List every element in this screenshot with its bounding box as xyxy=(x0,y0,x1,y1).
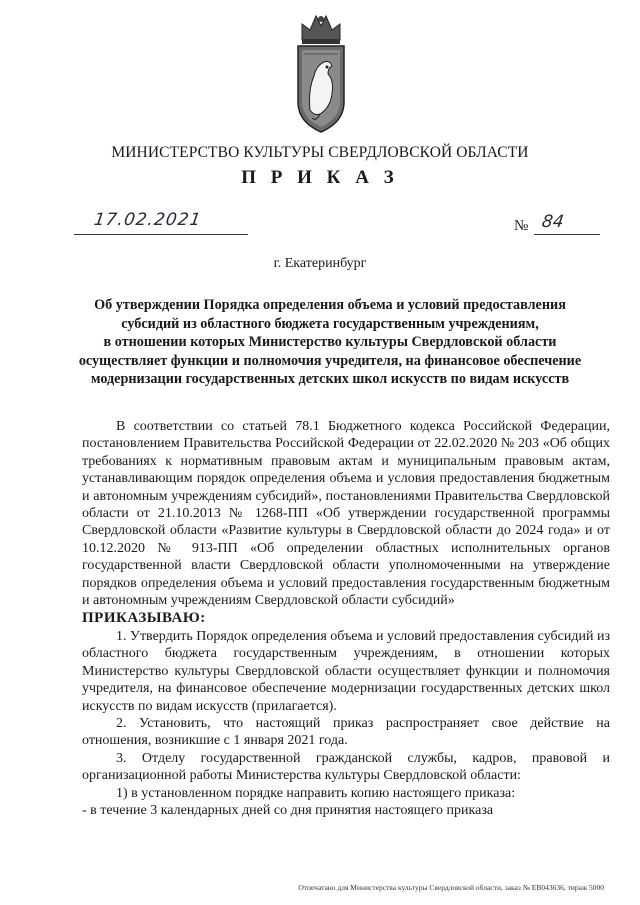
order-word: ПРИКАЗЫВАЮ: xyxy=(82,610,206,627)
handwritten-number: 84 xyxy=(540,212,566,232)
document-body xyxy=(82,418,610,819)
city: г. Екатеринбург xyxy=(273,256,367,271)
number-field xyxy=(534,212,600,235)
item-3-paragraph: 3. Отделу государственной гражданской службы, кадров, правовой и организационной работы Министерства культуры Свердловской области: xyxy=(82,750,610,784)
item-3-1-a-paragraph: - в течение 3 календарных дней со дня принятия настоящего приказа xyxy=(82,802,494,818)
document-type: П Р И К А З xyxy=(241,167,399,188)
date-field xyxy=(74,208,248,235)
subject-line: субсидий из областного бюджета государственным учреждениям, xyxy=(121,315,539,332)
preamble-paragraph: В соответствии со статьей 78.1 Бюджетного кодекса Российской Федерации, постановлением Правительства Российской Федерации от 22.02.2020 № 203 «Об общих требованиях к нормативным правовым актам и муниципальным правовым актам, устанавливающим порядок определения объема и условия предоставления бюджетным и автономным учреждениям субсидий», постановлениями Правительства Свердловской области от 21.10.2013 № 1268-ПП «Об утверждении государственной программы Свердловской области «Развитие культуры в Свердловской области до 2024 года» и от 10.12.2020 № 913-ПП «Об определении областных исполнительных органов государственной власти Свердловской области уполномоченными на утверждение порядков определения объема и условий предоставления государственным бюджетным и автономным учреждениям Свердловской области субсидий» xyxy=(82,419,610,609)
subject-line: в отношении которых Министерство культуры Свердловской области xyxy=(103,334,557,350)
ministry-name: МИНИСТЕРСТВО КУЛЬТУРЫ СВЕРДЛОВСКОЙ ОБЛАСТИ xyxy=(111,144,529,161)
subject-line: осуществляет функции и полномочия учредителя, на финансовое обеспечение xyxy=(78,352,582,369)
handwritten-date: 17.02.2021 xyxy=(92,210,203,230)
coat-of-arms-icon xyxy=(290,10,352,140)
subject-line: модернизации государственных детских школ искусств по видам искусств xyxy=(90,371,570,387)
number-label: № xyxy=(514,218,529,234)
document-subject xyxy=(60,296,600,389)
print-note: Отпечатано для Министерства культуры Свердловской области, заказ № ЕВ043636, тираж 5000 xyxy=(298,883,604,892)
item-3-1-paragraph: 1) в установленном порядке направить копию настоящего приказа: xyxy=(116,785,516,801)
item-1-paragraph: 1. Утвердить Порядок определения объема и условий предоставления субсидий из областного бюджета государственным учреждениям, в отношении которых Министерство культуры Свердловской области осуществляет функции и полномочия учредителя, на финансовое обеспечение модернизации государственных детских школ искусств по видам искусств (прилагается). xyxy=(82,628,610,714)
item-2-paragraph: 2. Установить, что настоящий приказ распространяет свое действие на отношения, возникшие с 1 января 2021 года. xyxy=(82,715,610,749)
subject-line: Об утверждении Порядка определения объема и условий предоставления xyxy=(94,297,566,313)
